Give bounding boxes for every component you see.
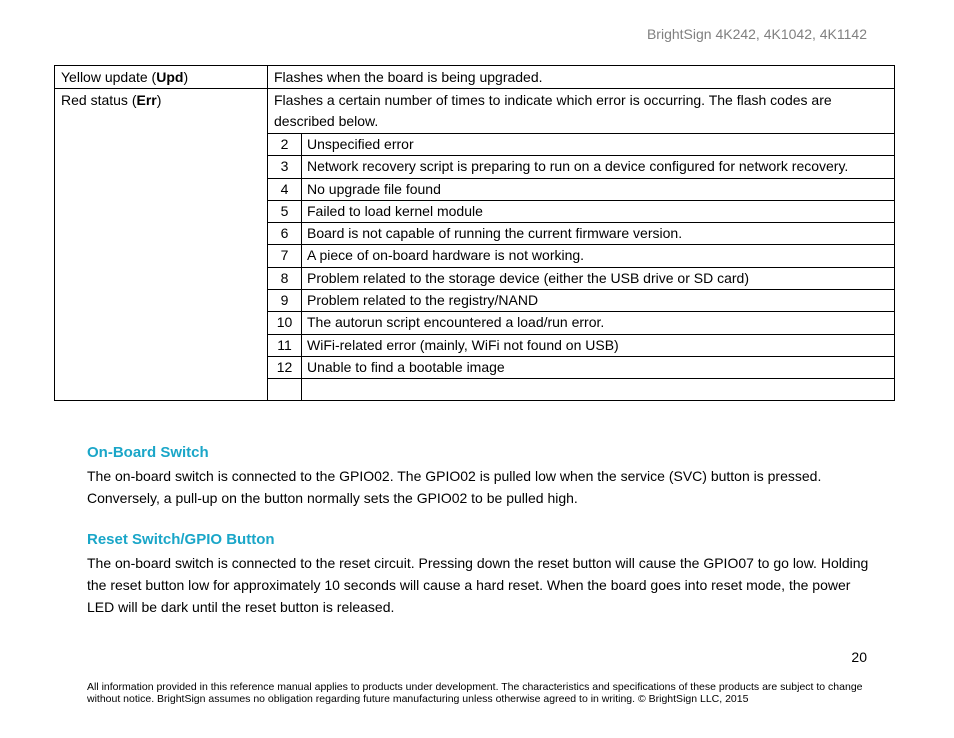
error-code-row: [268, 290, 894, 312]
error-code-text: [302, 379, 895, 401]
error-code-text: Unable to find a bootable image: [302, 356, 895, 378]
table-row-upd: [55, 66, 895, 89]
error-code-number: [268, 379, 302, 401]
error-code-row: [268, 200, 894, 222]
section-body-onboard-switch: The on-board switch is connected to the GPIO02. The GPIO02 is pulled low when the service (SVC) button is pressed. Conversely, a pull-up on the button normally sets the GPIO02 to be pulled high.: [87, 468, 822, 506]
led-description-err: Flashes a certain number of times to indicate which error is occurring. The flash codes are described below.: [268, 89, 894, 134]
error-code-text: Failed to load kernel module: [302, 200, 895, 222]
error-code-row: [268, 223, 894, 245]
error-code-number: 2: [268, 134, 302, 156]
error-code-row: [268, 312, 894, 334]
error-code-text: Problem related to the storage device (either the USB drive or SD card): [302, 267, 895, 289]
page-number: 20: [851, 649, 867, 665]
error-code-row: [268, 245, 894, 267]
section-body-reset-switch: The on-board switch is connected to the reset circuit. Pressing down the reset button will cause the GPIO07 to go low. Holding the reset button low for approximately 10 seconds will cause a hard reset. When the board goes into reset mode, the power LED will be dark until the reset button is released.: [87, 555, 869, 615]
error-code-number: 4: [268, 178, 302, 200]
error-code-row: [268, 267, 894, 289]
error-code-number: 12: [268, 356, 302, 378]
led-label-err: Red status (Err): [55, 89, 268, 401]
error-code-text: WiFi-related error (mainly, WiFi not found on USB): [302, 334, 895, 356]
error-code-number: 6: [268, 223, 302, 245]
error-code-number: 7: [268, 245, 302, 267]
error-code-number: 3: [268, 156, 302, 178]
section-title-reset-switch: Reset Switch/GPIO Button: [87, 531, 275, 548]
error-code-text: Network recovery script is preparing to run on a device configured for network recovery.: [302, 156, 895, 178]
error-code-text: Problem related to the registry/NAND: [302, 290, 895, 312]
error-code-text: The autorun script encountered a load/run error.: [302, 312, 895, 334]
error-code-text: No upgrade file found: [302, 178, 895, 200]
error-code-text: Unspecified error: [302, 134, 895, 156]
error-code-number: 11: [268, 334, 302, 356]
error-codes-table: [268, 134, 894, 400]
table-row-err: [55, 89, 895, 401]
error-code-number: 8: [268, 267, 302, 289]
error-code-row: [268, 134, 894, 156]
error-code-text: A piece of on-board hardware is not working.: [302, 245, 895, 267]
error-code-row: [268, 178, 894, 200]
error-code-row: [268, 379, 894, 401]
led-description-upd: Flashes when the board is being upgraded.: [268, 66, 895, 89]
error-code-number: 5: [268, 200, 302, 222]
error-code-number: 10: [268, 312, 302, 334]
error-code-text: Board is not capable of running the current firmware version.: [302, 223, 895, 245]
error-code-row: [268, 156, 894, 178]
footer-disclaimer: All information provided in this reference manual applies to products under development. The characteristics and specifications of these products are subject to change without notice. BrightSign assumes no obligation regarding future manufacturing unless otherwise agreed to in writing. © BrightSign LLC, 2015: [87, 681, 863, 705]
error-code-row: [268, 334, 894, 356]
section-title-onboard-switch: On-Board Switch: [87, 444, 209, 461]
error-code-row: [268, 356, 894, 378]
error-code-number: 9: [268, 290, 302, 312]
led-label-upd: Yellow update (Upd): [55, 66, 268, 89]
led-status-table: [54, 65, 895, 401]
led-description-err-cell: [268, 89, 895, 401]
document-header: BrightSign 4K242, 4K1042, 4K1142: [646, 26, 867, 42]
